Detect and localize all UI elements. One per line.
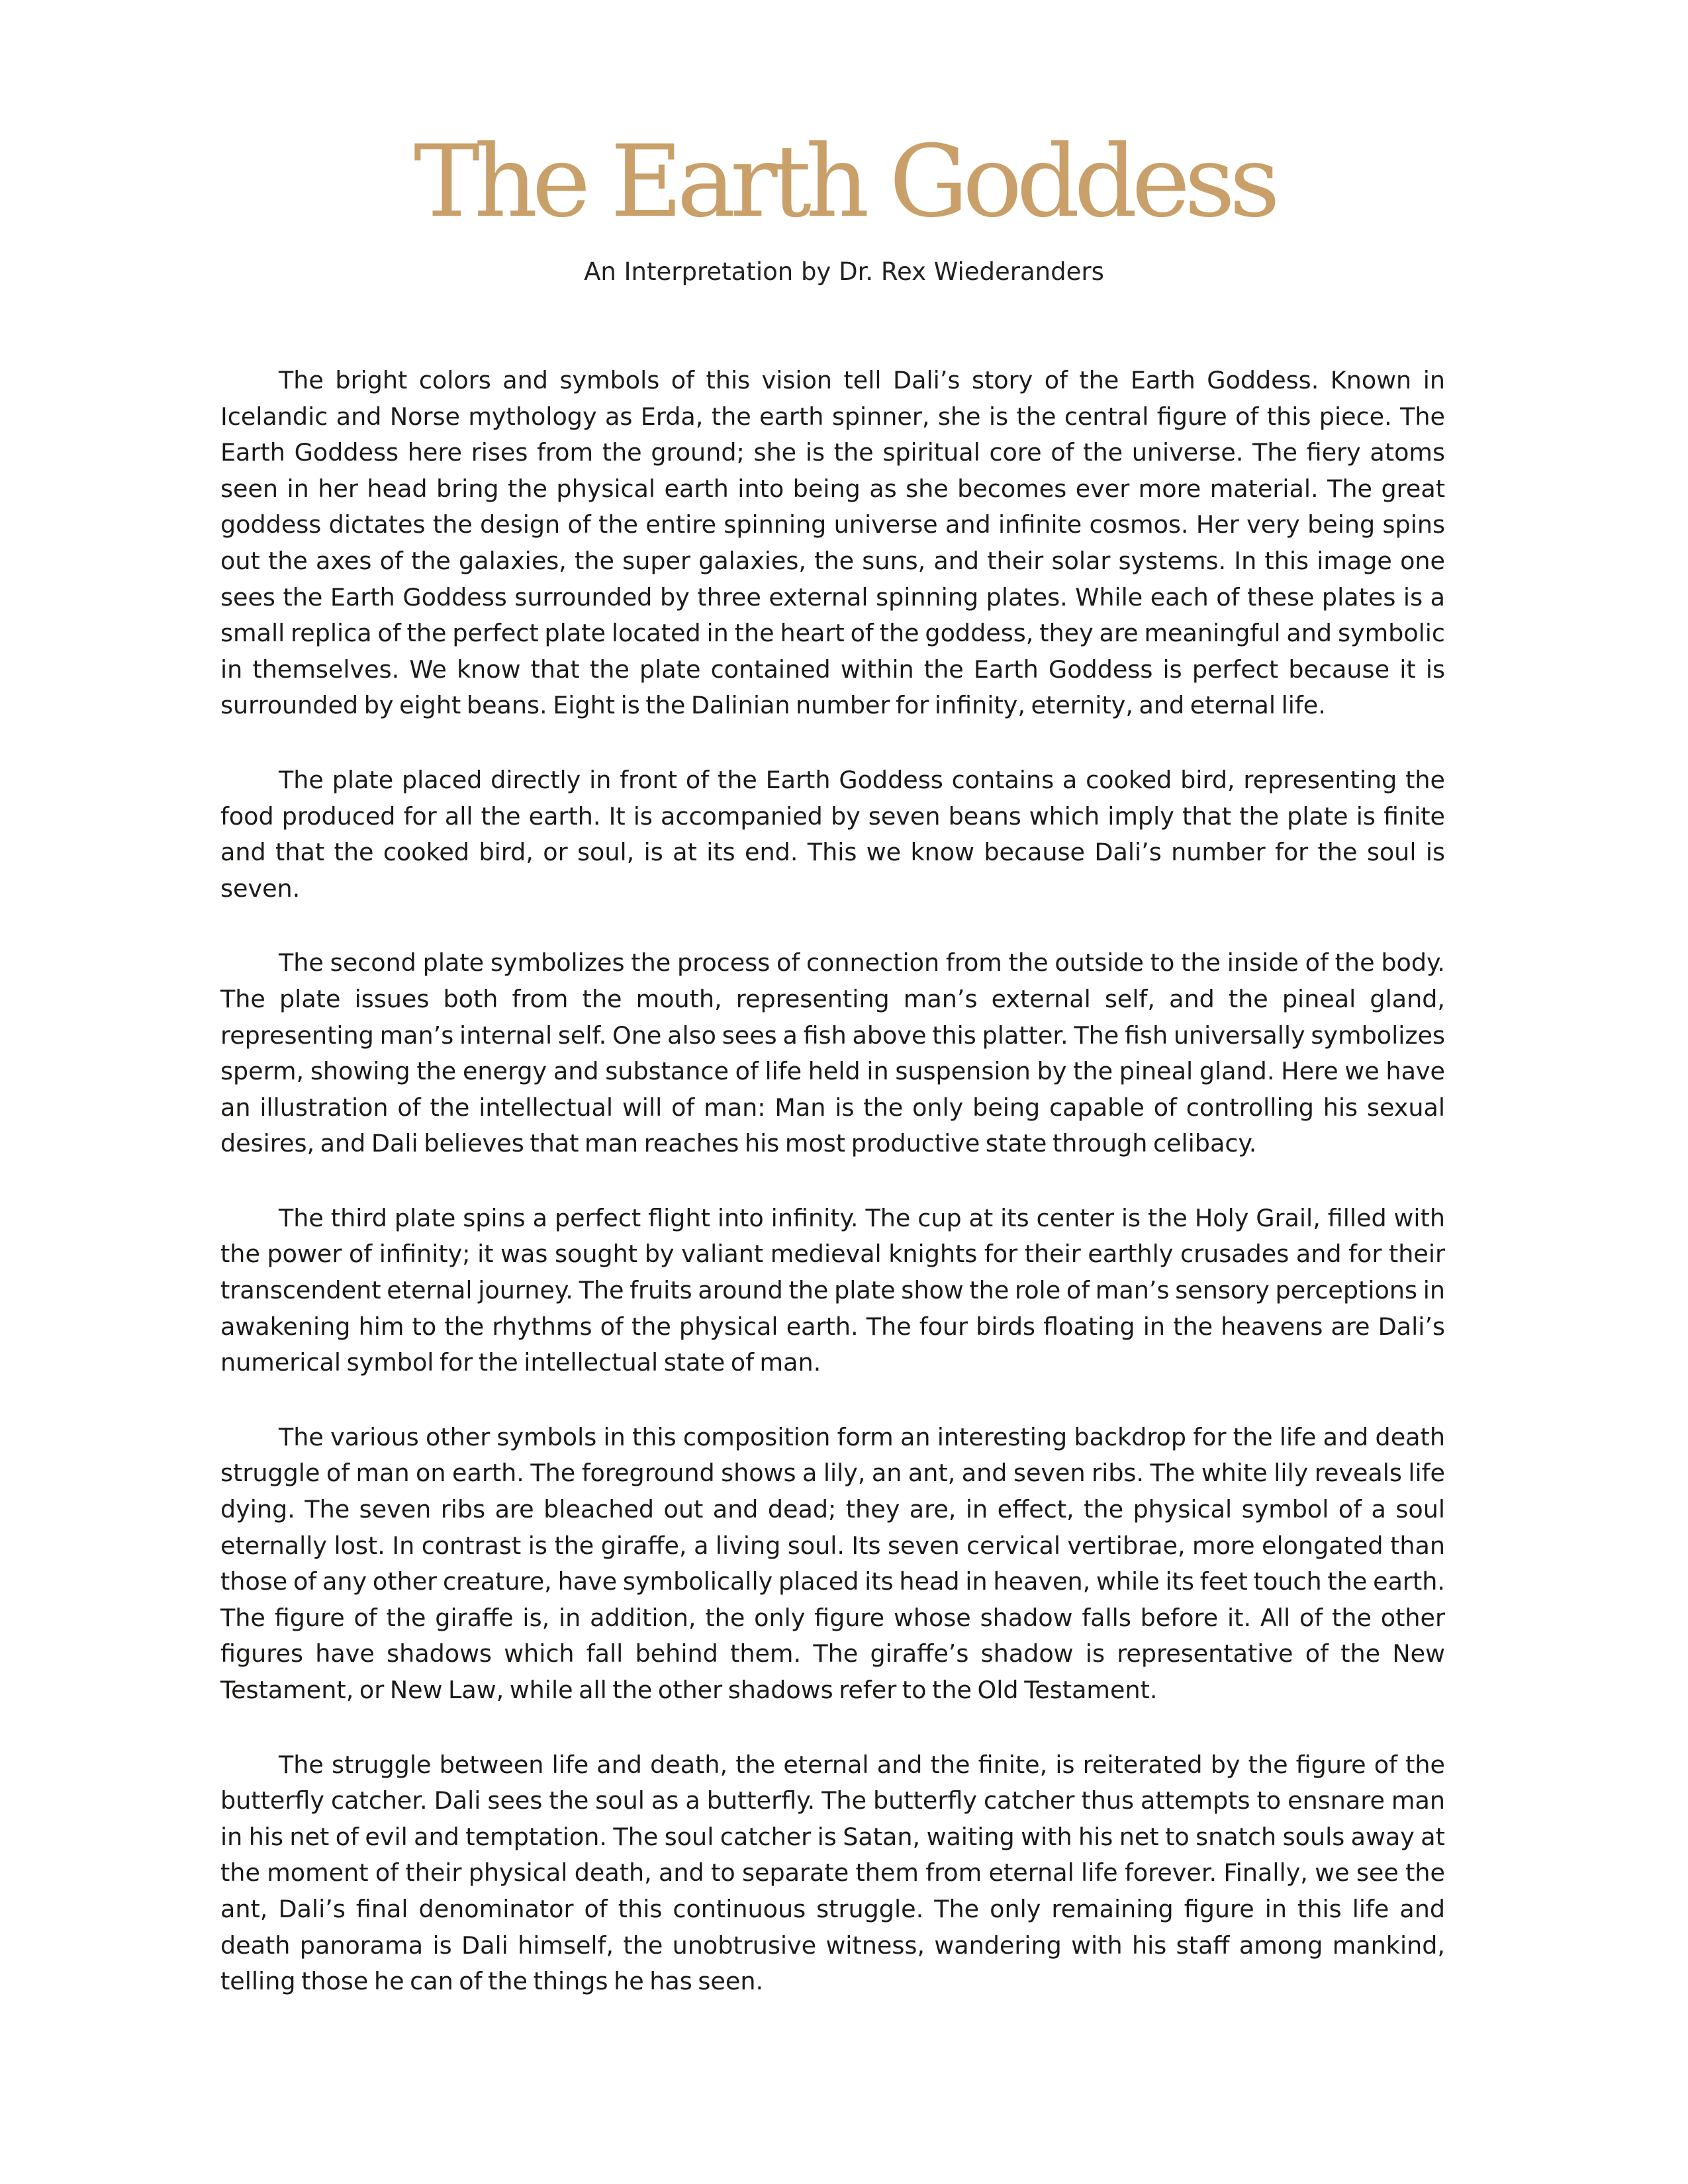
author-byline: An Interpretation by Dr. Rex Wiederanders [584, 257, 1104, 286]
paragraph-third-plate: The third plate spins a perfect flight into infinity. The cup at its center is the Holy Grail, filled with the power of infinity; it was sought by valiant medieval knights for their earthly crusades and for their transcendent eternal journey. The fruits around the plate show the role of man’s sensory perceptions in awakening him to the rhythms of the physical earth. The four birds floating in the heavens are Dali’s numerical symbol for the intellectual state of man. [220, 1203, 1445, 1377]
paragraph-second-plate: The second plate symbolizes the process of connection from the outside to the inside of the body. The plate issues both from the mouth, representing man’s external self, and the pineal gland, representing man’s internal self. One also sees a fish above this platter. The fish universally symbolizes sperm, showing the energy and substance of life held in suspension by the pineal gland. Here we have an illustration of the intellectual will of man: Man is the only being capable of controlling his sexual desires, and Dali believes that man reaches his most productive state through celibacy. [220, 948, 1445, 1158]
paragraph-butterfly-catcher: The struggle between life and death, the eternal and the finite, is reiterated by the figure of the butterfly catcher. Dali sees the soul as a butterfly. The butterfly catcher thus attempts to ensnare man in his net of evil and temptation. The soul catcher is Satan, waiting with his net to snatch souls away at the moment of their physical death, and to separate them from eternal life forever. Finally, we see the ant, Dali’s final denominator of this continuous struggle. The only remaining figure in this life and death panorama is Dali himself, the unobtrusive witness, wandering with his staff among mankind, telling those he can of the things he has seen. [220, 1750, 1445, 1996]
paragraph-first-plate: The plate placed directly in front of the Earth Goddess contains a cooked bird, representing the food produced for all the earth. It is accompanied by seven beans which imply that the plate is finite and that the cooked bird, or soul, is at its end. This we know because Dali’s number for the soul is seven. [220, 765, 1445, 903]
article-body [220, 363, 1445, 2038]
paragraph-other-symbols: The various other symbols in this composition form an interesting backdrop for the life and death struggle of man on earth. The foreground shows a lily, an ant, and seven ribs. The white lily reveals life dying. The seven ribs are bleached out and dead; they are, in effect, the physical symbol of a soul eternally lost. In contrast is the giraffe, a living soul. Its seven cervical vertibrae, more elongated than those of any other creature, have symbolically placed its head in heaven, while its feet touch the earth. The figure of the giraffe is, in addition, the only figure whose shadow falls before it. All of the other figures have shadows which fall behind them. The giraffe’s shadow is representative of the New Testament, or New Law, while all the other shadows refer to the Old Testament. [220, 1422, 1445, 1704]
paragraph-earth-goddess: The bright colors and symbols of this vision tell Dali’s story of the Earth Goddess. Known in Icelandic and Norse mythology as Erda, the earth spinner, she is the central figure of this piece. The Earth Goddess here rises from the ground; she is the spiritual core of the universe. The fiery atoms seen in her head bring the physical earth into being as she becomes ever more material. The great goddess dictates the design of the entire spinning universe and infinite cosmos. Her very being spins out the axes of the galaxies, the super galaxies, the suns, and their solar systems. In this image one sees the Earth Goddess surrounded by three external spinning plates. While each of these plates is a small replica of the perfect plate located in the heart of the goddess, they are meaningful and symbolic in themselves. We know that the plate contained within the Earth Goddess is perfect because it is surrounded by eight beans. Eight is the Dalinian number for infinity, eternity, and eternal life. [220, 366, 1445, 720]
page-title: The Earth Goddess [413, 124, 1275, 240]
